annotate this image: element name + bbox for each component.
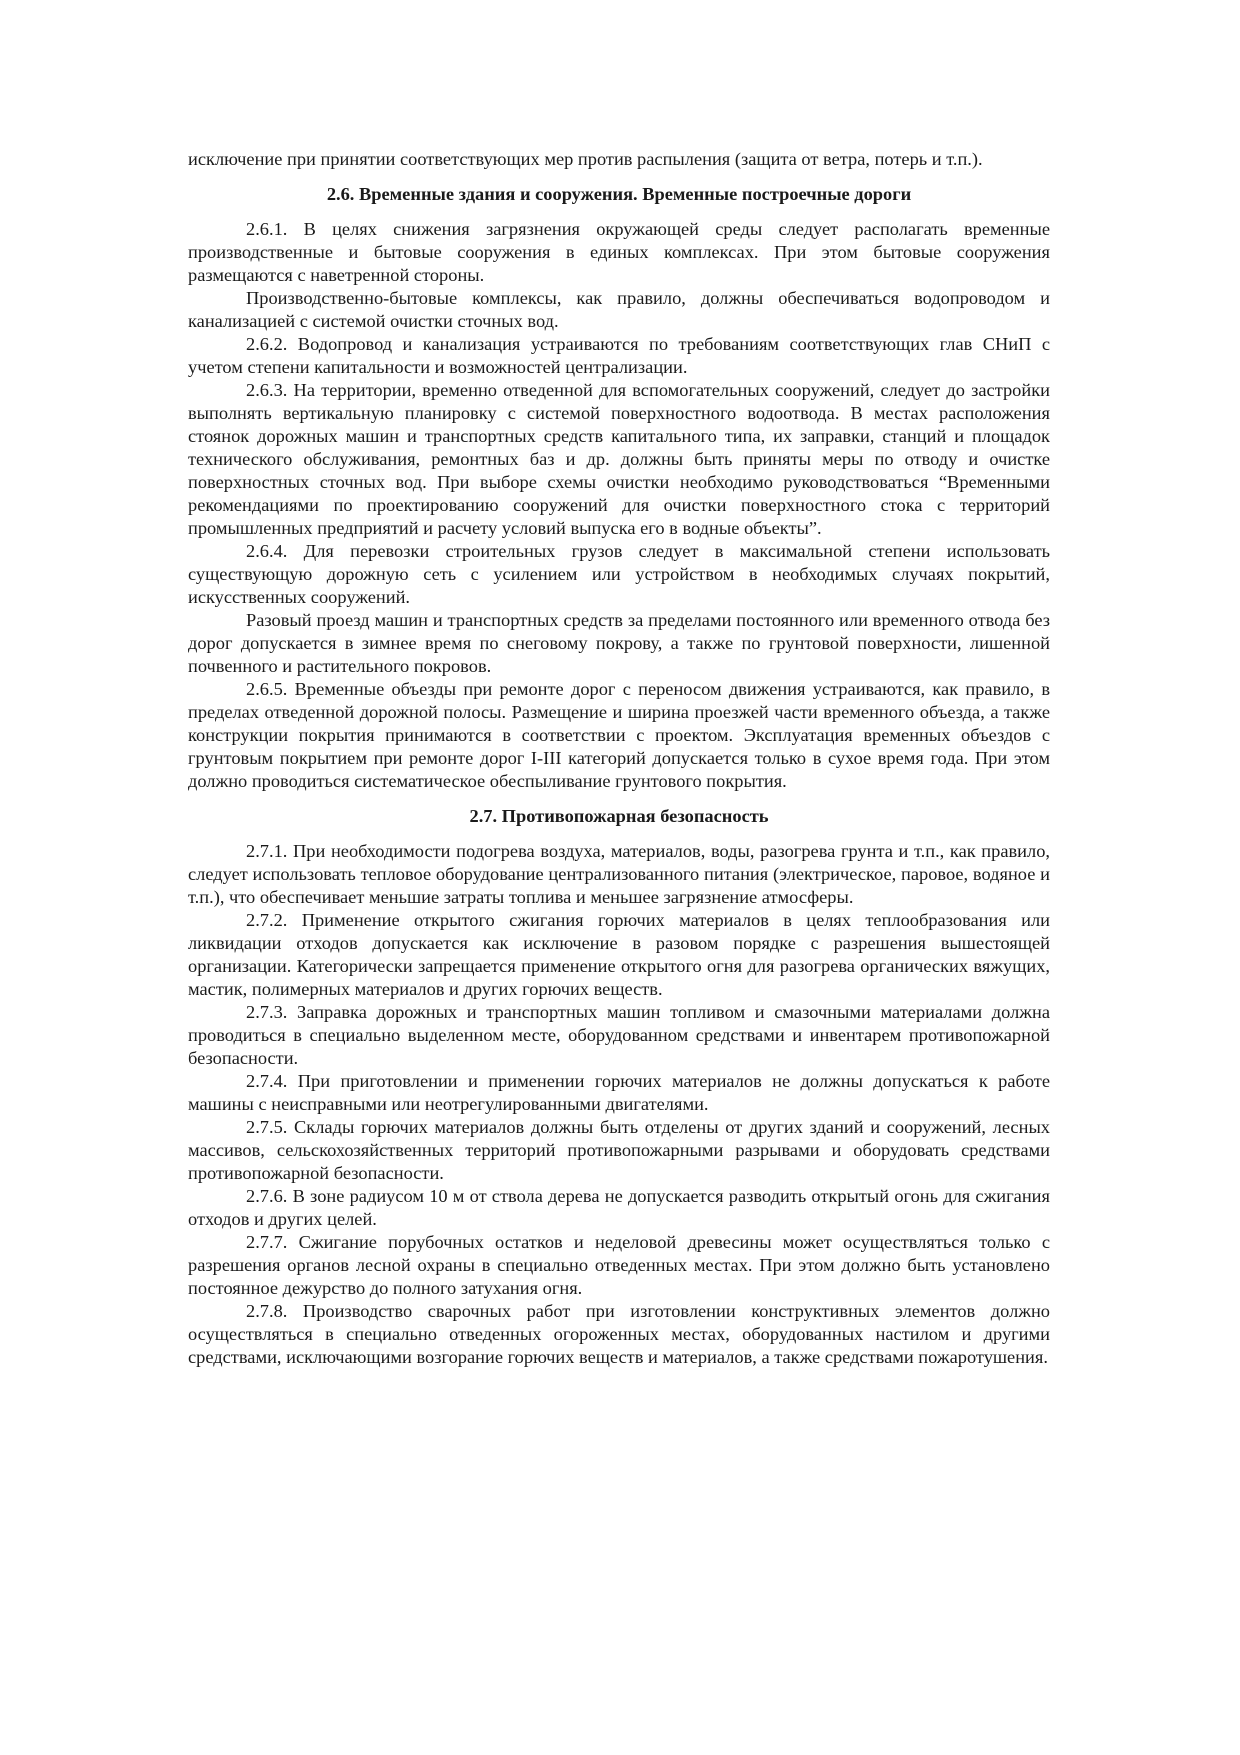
paragraph-2-7-3: 2.7.3. Заправка дорожных и транспортных машин топливом и смазочными материалами должна проводиться в специально выделенном месте, оборудованном средствами и инвентарем противопожарной безопасности.: [188, 1002, 1050, 1068]
paragraph-2-6-3: 2.6.3. На территории, временно отведенной для вспомогательных сооружений, следует до застройки выполнять вертикальную планировку с системой поверхностного водоотвода. В местах расположения стоянок дорожных машин и транспортных средств капитального типа, их заправки, станций и площадок технического обслуживания, ремонтных баз и др. должны быть приняты меры по отводу и очистке поверхностных сточных вод. При выборе схемы очистки необходимо руководствоваться “Временными рекомендациями по проектированию сооружений для очистки поверхностного стока с территорий промышленных предприятий и расчету условий выпуска его в водные объекты”.: [188, 380, 1050, 538]
paragraph-2-6-1-cont: Производственно-бытовые комплексы, как правило, должны обеспечиваться водопроводом и канализацией с системой очистки сточных вод.: [188, 288, 1050, 331]
section-heading-2-6: 2.6. Временные здания и сооружения. Временные построечные дороги: [326, 184, 912, 204]
paragraph-2-7-5: 2.7.5. Склады горючих материалов должны быть отделены от других зданий и сооружений, лесных массивов, сельскохозяйственных территорий противопожарными разрывами и оборудовать средствами противопожарной безопасности.: [188, 1117, 1050, 1183]
paragraph-2-7-4: 2.7.4. При приготовлении и применении горючих материалов не должны допускаться к работе машины с неисправными или неотрегулированными двигателями.: [188, 1071, 1050, 1114]
document-page: [188, 148, 1050, 1369]
section-heading-2-7: 2.7. Противопожарная безопасность: [469, 806, 769, 826]
paragraph-2-7-8: 2.7.8. Производство сварочных работ при изготовлении конструктивных элементов должно осуществляться в специально отведенных огороженных местах, оборудованных настилом и другими средствами, исключающими возгорание горючих веществ и материалов, а также средствами пожаротушения.: [188, 1301, 1050, 1367]
paragraph-2-7-1: 2.7.1. При необходимости подогрева воздуха, материалов, воды, разогрева грунта и т.п., как правило, следует использовать тепловое оборудование централизованного питания (электрическое, паровое, водяное и т.п.), что обеспечивает меньшие затраты топлива и меньшее загрязнение атмосферы.: [188, 841, 1050, 907]
paragraph-2-7-2: 2.7.2. Применение открытого сжигания горючих материалов в целях теплообразования или ликвидации отходов допускается как исключение в разовом порядке с разрешения вышестоящей организации. Категорически запрещается применение открытого огня для разогрева органических вяжущих, мастик, полимерных материалов и других горючих веществ.: [188, 910, 1050, 999]
paragraph-2-6-5: 2.6.5. Временные объезды при ремонте дорог с переносом движения устраиваются, как правило, в пределах отведенной дорожной полосы. Размещение и ширина проезжей части временного объезда, а также конструкции покрытия принимаются в соответствии с проектом. Эксплуатация временных объездов с грунтовым покрытием при ремонте дорог I-III категорий допускается только в сухое время года. При этом должно проводиться систематическое обеспыливание грунтового покрытия.: [188, 679, 1050, 791]
continuation-paragraph: исключение при принятии соответствующих мер против распыления (защита от ветра, потерь и т.п.).: [188, 149, 983, 169]
paragraph-2-7-7: 2.7.7. Сжигание порубочных остатков и неделовой древесины может осуществляться только с разрешения органов лесной охраны в специально отведенных местах. При этом должно быть установлено постоянное дежурство до полного затухания огня.: [188, 1232, 1050, 1298]
paragraph-2-7-6: 2.7.6. В зоне радиусом 10 м от ствола дерева не допускается разводить открытый огонь для сжигания отходов и других целей.: [188, 1186, 1050, 1229]
paragraph-2-6-1: 2.6.1. В целях снижения загрязнения окружающей среды следует располагать временные производственные и бытовые сооружения в единых комплексах. При этом бытовые сооружения размещаются с наветренной стороны.: [188, 219, 1050, 285]
paragraph-2-6-4-cont: Разовый проезд машин и транспортных средств за пределами постоянного или временного отвода без дорог допускается в зимнее время по снеговому покрову, а также по грунтовой поверхности, лишенной почвенного и растительного покровов.: [188, 610, 1050, 676]
paragraph-2-6-4: 2.6.4. Для перевозки строительных грузов следует в максимальной степени использовать существующую дорожную сеть с усилением или устройством в необходимых случаях покрытий, искусственных сооружений.: [188, 541, 1050, 607]
paragraph-2-6-2: 2.6.2. Водопровод и канализация устраиваются по требованиям соответствующих глав СНиП с учетом степени капитальности и возможностей централизации.: [188, 334, 1050, 377]
